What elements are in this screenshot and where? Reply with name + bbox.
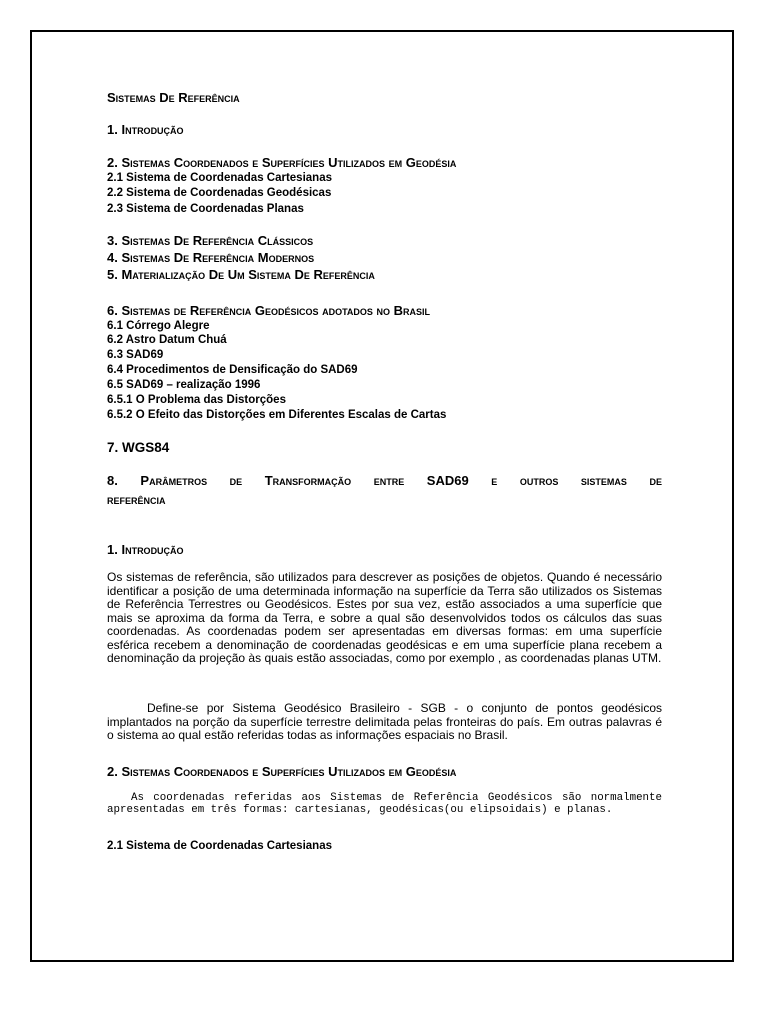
toc-section-6: 6. Sistemas de Referência Geodésicos adotados no Brasil [107,303,431,318]
section-2-heading: 2. Sistemas Coordenados e Superfícies Utilizados em Geodésia [107,764,457,779]
toc-section-5: 5. Materialização De Um Sistema De Referência [107,267,375,282]
intro-heading: 1. Introdução [107,542,184,557]
intro-paragraph-1: Os sistemas de referência, são utilizados para descrever as posições de objetos. Quando é necessário identificar a posição de uma determinada informação na superfície da Terra são utilizados os Sistemas de Referência Terrestres ou Geodésicos. Estes por sua vez, estão associados a uma superfície que mais se aproxima da forma da Terra, e sobre a qual são desenvolvidos todos os cálculos das suas coordenadas. As coordenadas podem ser apresentadas em diversas formas: em uma superfície esférica recebem a denominação de coordenadas geodésicas e em uma superfície plana recebem a denominação da projeção às quais estão associadas, como por exemplo , as coordenadas planas UTM. [107,570,662,665]
toc-section-2-2: 2.2 Sistema de Coordenadas Geodésicas [107,187,332,199]
toc-section-6-4: 6.4 Procedimentos de Densificação do SAD69 [107,364,358,376]
toc-section-6-5: 6.5 SAD69 – realização 1996 [107,379,261,391]
section-2-1-heading: 2.1 Sistema de Coordenadas Cartesianas [107,840,332,852]
intro-paragraph-2: Define-se por Sistema Geodésico Brasileiro - SGB - o conjunto de pontos geodésicos implantados na porção da superfície terrestre delimitada pelas fronteiras do país. Em outras palavras é o sistema ao qual estão referidas todas as informações espaciais no Brasil. [107,701,662,742]
toc-section-4: 4. Sistemas De Referência Modernos [107,250,315,265]
toc-section-8-line1: 8. Parâmetros de Transformação entre SAD69 e outros sistemas de [107,473,662,488]
toc-section-6-5-2: 6.5.2 O Efeito das Distorções em Diferentes Escalas de Cartas [107,409,447,421]
toc-section-2-1: 2.1 Sistema de Coordenadas Cartesianas [107,172,332,184]
document-title: Sistemas De Referência [107,90,240,105]
toc-section-7: 7. WGS84 [107,440,170,455]
toc-section-6-2: 6.2 Astro Datum Chuá [107,334,227,346]
toc-section-8-line2: referência [107,492,166,507]
section-2-paragraph: As coordenadas referidas aos Sistemas de Referência Geodésicos são normalmente apresentadas em três formas: cartesianas, geodésicas(ou elipsoidais) e planas. [107,792,662,816]
toc-section-6-1: 6.1 Córrego Alegre [107,320,210,332]
toc-section-3: 3. Sistemas De Referência Clássicos [107,233,314,248]
toc-section-6-5-1: 6.5.1 O Problema das Distorções [107,394,286,406]
toc-section-2: 2. Sistemas Coordenados e Superfícies Utilizados em Geodésia [107,155,457,170]
toc-section-6-3: 6.3 SAD69 [107,349,164,361]
toc-section-1: 1. Introdução [107,122,184,137]
toc-section-2-3: 2.3 Sistema de Coordenadas Planas [107,203,304,215]
